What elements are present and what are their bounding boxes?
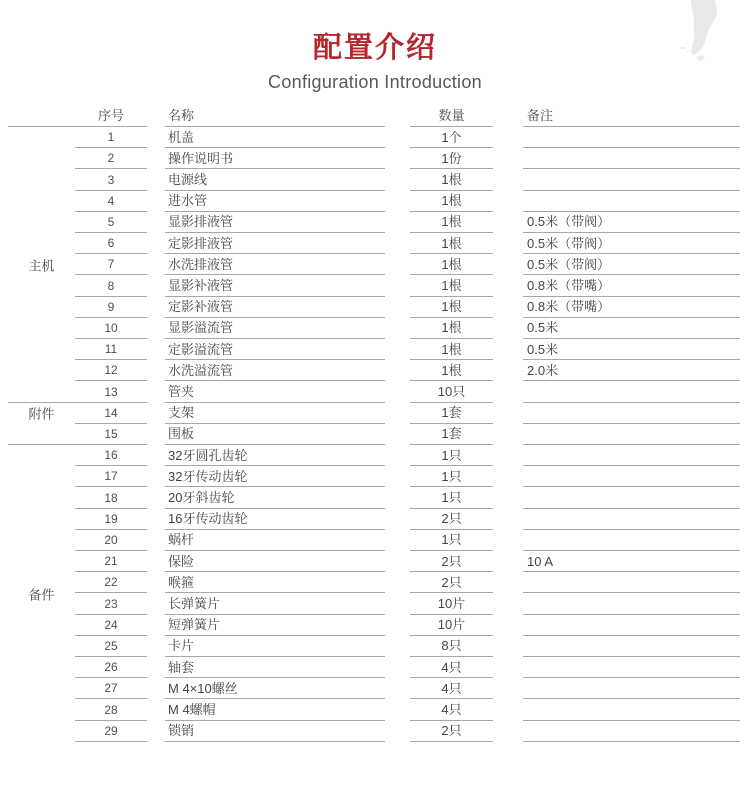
item-qty: 1根: [410, 254, 493, 275]
row-index: 11: [75, 339, 147, 360]
group-cell: [8, 275, 75, 296]
item-remark: [523, 191, 740, 212]
column-gap: [147, 424, 165, 445]
group-cell: [8, 360, 75, 381]
column-gap: [147, 275, 165, 296]
item-remark: [523, 487, 740, 508]
item-name: 卡片: [165, 636, 385, 657]
row-index: 20: [75, 530, 147, 551]
column-gap: [493, 254, 523, 275]
group-cell: [8, 699, 75, 720]
item-remark: [523, 148, 740, 169]
column-gap: [147, 572, 165, 593]
column-gap: [493, 105, 523, 127]
item-remark: [523, 169, 740, 190]
column-gap: [493, 360, 523, 381]
group-cell: [8, 509, 75, 530]
column-gap: [385, 487, 410, 508]
column-gap: [385, 105, 410, 127]
item-qty: 4只: [410, 678, 493, 699]
table-row: [8, 254, 740, 275]
row-index: 13: [75, 381, 147, 402]
item-remark: 0.5米: [523, 318, 740, 339]
column-gap: [493, 297, 523, 318]
row-index: 7: [75, 254, 147, 275]
item-qty: 1套: [410, 403, 493, 424]
column-gap: [385, 572, 410, 593]
item-qty: 1根: [410, 275, 493, 296]
group-cell: [8, 191, 75, 212]
item-remark: [523, 424, 740, 445]
table-row: [8, 466, 740, 487]
item-qty: 4只: [410, 699, 493, 720]
table-row: [8, 530, 740, 551]
column-gap: [493, 466, 523, 487]
item-qty: 8只: [410, 636, 493, 657]
item-remark: [523, 593, 740, 614]
item-qty: 1根: [410, 339, 493, 360]
column-gap: [147, 254, 165, 275]
column-gap: [385, 275, 410, 296]
table-row: [8, 403, 740, 424]
group-cell: [8, 445, 75, 466]
item-name: 定影溢流管: [165, 339, 385, 360]
column-gap: [493, 509, 523, 530]
table-row: [8, 509, 740, 530]
item-name: 支架: [165, 403, 385, 424]
column-gap: [147, 339, 165, 360]
item-qty: 1根: [410, 233, 493, 254]
item-qty: 2只: [410, 551, 493, 572]
column-gap: [385, 297, 410, 318]
row-index: 2: [75, 148, 147, 169]
title-block: [0, 0, 750, 91]
item-name: 水洗排液管: [165, 254, 385, 275]
item-name: 32牙传动齿轮: [165, 466, 385, 487]
group-label-1: 主机: [28, 258, 55, 274]
column-gap: [147, 297, 165, 318]
item-qty: 10只: [410, 381, 493, 402]
row-index: 29: [75, 721, 147, 742]
row-index: 17: [75, 466, 147, 487]
column-gap: [385, 127, 410, 148]
item-remark: 0.5米（带阀）: [523, 254, 740, 275]
group-cell: [8, 615, 75, 636]
group-column-header-spacer: [8, 105, 75, 127]
column-gap: [385, 403, 410, 424]
group-cell: [8, 127, 75, 148]
column-gap: [385, 445, 410, 466]
item-remark: [523, 721, 740, 742]
item-remark: 2.0米: [523, 360, 740, 381]
column-gap: [493, 530, 523, 551]
item-name: 轴套: [165, 657, 385, 678]
item-remark: 0.8米（带嘴）: [523, 297, 740, 318]
item-qty: 1根: [410, 360, 493, 381]
item-name: M 4×10螺丝: [165, 678, 385, 699]
column-gap: [493, 615, 523, 636]
column-gap: [385, 424, 410, 445]
row-index: 12: [75, 360, 147, 381]
item-remark: 0.8米（带嘴）: [523, 275, 740, 296]
item-remark: 0.5米（带阀）: [523, 212, 740, 233]
item-qty: 1只: [410, 487, 493, 508]
column-gap: [493, 127, 523, 148]
group-cell: [8, 339, 75, 360]
column-gap: [147, 445, 165, 466]
item-remark: [523, 509, 740, 530]
item-remark: [523, 403, 740, 424]
column-gap: [147, 530, 165, 551]
column-gap: [493, 445, 523, 466]
item-qty: 1根: [410, 169, 493, 190]
item-name: 显影排液管: [165, 212, 385, 233]
item-name: 显影补液管: [165, 275, 385, 296]
item-name: 蜗杆: [165, 530, 385, 551]
group-cell: [8, 657, 75, 678]
column-gap: [147, 699, 165, 720]
item-name: 20牙斜齿轮: [165, 487, 385, 508]
group-cell: [8, 530, 75, 551]
item-name: 电源线: [165, 169, 385, 190]
item-remark: [523, 381, 740, 402]
item-name: 机盖: [165, 127, 385, 148]
table-row: [8, 678, 740, 699]
column-gap: [147, 381, 165, 402]
table-row: [8, 212, 740, 233]
col-header-name: 名称: [165, 105, 385, 127]
column-gap: [147, 615, 165, 636]
table-header-row: [8, 105, 740, 127]
column-gap: [385, 615, 410, 636]
item-name: 进水管: [165, 191, 385, 212]
column-gap: [493, 148, 523, 169]
column-gap: [493, 381, 523, 402]
column-gap: [385, 657, 410, 678]
table-row: [8, 424, 740, 445]
group-cell: [8, 148, 75, 169]
item-name: M 4螺帽: [165, 699, 385, 720]
column-gap: [147, 509, 165, 530]
table-row: [8, 381, 740, 402]
column-gap: [147, 127, 165, 148]
column-gap: [147, 169, 165, 190]
item-remark: [523, 657, 740, 678]
table-row: [8, 445, 740, 466]
row-index: 23: [75, 593, 147, 614]
page-subtitle: Configuration Introduction: [268, 72, 482, 92]
table-row: [8, 275, 740, 296]
item-name: 定影排液管: [165, 233, 385, 254]
column-gap: [493, 169, 523, 190]
item-name: 16牙传动齿轮: [165, 509, 385, 530]
group-cell: [8, 233, 75, 254]
item-qty: 1根: [410, 212, 493, 233]
row-index: 8: [75, 275, 147, 296]
column-gap: [493, 678, 523, 699]
table-row: [8, 148, 740, 169]
row-index: 26: [75, 657, 147, 678]
table-row: [8, 127, 740, 148]
table-row: [8, 191, 740, 212]
group-label-2: 附件: [28, 406, 55, 422]
row-index: 22: [75, 572, 147, 593]
column-gap: [147, 487, 165, 508]
col-header-index: 序号: [75, 105, 147, 127]
item-qty: 4只: [410, 657, 493, 678]
item-remark: [523, 678, 740, 699]
column-gap: [385, 699, 410, 720]
column-gap: [385, 191, 410, 212]
column-gap: [385, 212, 410, 233]
column-gap: [493, 233, 523, 254]
group-cell: [8, 636, 75, 657]
column-gap: [385, 509, 410, 530]
column-gap: [147, 212, 165, 233]
item-qty: 1只: [410, 530, 493, 551]
column-gap: [385, 721, 410, 742]
table-row: [8, 487, 740, 508]
item-remark: 0.5米（带阀）: [523, 233, 740, 254]
item-name: 定影补液管: [165, 297, 385, 318]
column-gap: [147, 360, 165, 381]
table-row: [8, 551, 740, 572]
column-gap: [147, 403, 165, 424]
column-gap: [493, 275, 523, 296]
column-gap: [385, 466, 410, 487]
column-gap: [147, 678, 165, 699]
row-index: 27: [75, 678, 147, 699]
column-gap: [147, 593, 165, 614]
table-body: [8, 127, 740, 742]
column-gap: [147, 191, 165, 212]
column-gap: [493, 212, 523, 233]
item-remark: 0.5米: [523, 339, 740, 360]
item-remark: [523, 466, 740, 487]
column-gap: [385, 254, 410, 275]
group-cell: [8, 318, 75, 339]
col-header-qty: 数量: [410, 105, 493, 127]
table-row: [8, 297, 740, 318]
item-qty: 1份: [410, 148, 493, 169]
column-gap: [385, 339, 410, 360]
item-remark: [523, 530, 740, 551]
row-index: 1: [75, 127, 147, 148]
item-name: 管夹: [165, 381, 385, 402]
column-gap: [385, 636, 410, 657]
item-name: 操作说明书: [165, 148, 385, 169]
group-cell: [8, 551, 75, 572]
item-qty: 10片: [410, 615, 493, 636]
item-remark: [523, 615, 740, 636]
row-index: 4: [75, 191, 147, 212]
item-qty: 1只: [410, 466, 493, 487]
item-qty: 2只: [410, 509, 493, 530]
col-header-remark: 备注: [523, 105, 740, 127]
group-cell: [8, 678, 75, 699]
column-gap: [385, 551, 410, 572]
column-gap: [147, 657, 165, 678]
row-index: 18: [75, 487, 147, 508]
item-name: 围板: [165, 424, 385, 445]
item-qty: 2只: [410, 721, 493, 742]
item-qty: 2只: [410, 572, 493, 593]
table-row: [8, 572, 740, 593]
group-cell: [8, 466, 75, 487]
table-row: [8, 233, 740, 254]
table-row: [8, 360, 740, 381]
table-row: [8, 169, 740, 190]
item-remark: 10 A: [523, 551, 740, 572]
item-qty: 1根: [410, 191, 493, 212]
column-gap: [385, 233, 410, 254]
item-remark: [523, 636, 740, 657]
column-gap: [493, 593, 523, 614]
column-gap: [493, 424, 523, 445]
item-qty: 1根: [410, 318, 493, 339]
page-title: 配置介绍: [312, 32, 437, 64]
column-gap: [493, 487, 523, 508]
row-index: 9: [75, 297, 147, 318]
configuration-table: [8, 105, 740, 742]
item-name: 保险: [165, 551, 385, 572]
group-cell: [8, 212, 75, 233]
column-gap: [493, 551, 523, 572]
table-row: [8, 721, 740, 742]
column-gap: [493, 699, 523, 720]
column-gap: [493, 721, 523, 742]
column-gap: [493, 318, 523, 339]
column-gap: [147, 318, 165, 339]
item-remark: [523, 572, 740, 593]
column-gap: [385, 530, 410, 551]
item-remark: [523, 445, 740, 466]
column-gap: [493, 636, 523, 657]
row-index: 25: [75, 636, 147, 657]
group-cell: [8, 424, 75, 445]
table-row: [8, 339, 740, 360]
item-name: 32牙圆孔齿轮: [165, 445, 385, 466]
column-gap: [385, 360, 410, 381]
row-index: 24: [75, 615, 147, 636]
column-gap: [385, 148, 410, 169]
row-index: 21: [75, 551, 147, 572]
table-row: [8, 615, 740, 636]
column-gap: [385, 678, 410, 699]
item-name: 长弹簧片: [165, 593, 385, 614]
item-name: 显影溢流管: [165, 318, 385, 339]
item-qty: 1个: [410, 127, 493, 148]
item-name: 水洗溢流管: [165, 360, 385, 381]
group-cell: [8, 297, 75, 318]
table-row: [8, 699, 740, 720]
item-qty: 1只: [410, 445, 493, 466]
column-gap: [147, 636, 165, 657]
item-qty: 10片: [410, 593, 493, 614]
column-gap: [147, 105, 165, 127]
column-gap: [493, 403, 523, 424]
row-index: 14: [75, 403, 147, 424]
item-qty: 1根: [410, 297, 493, 318]
row-index: 15: [75, 424, 147, 445]
row-index: 6: [75, 233, 147, 254]
item-name: 喉箍: [165, 572, 385, 593]
group-label-3: 备件: [28, 587, 55, 603]
group-cell: [8, 169, 75, 190]
column-gap: [147, 233, 165, 254]
group-cell: [8, 381, 75, 402]
row-index: 28: [75, 699, 147, 720]
table-row: [8, 636, 740, 657]
column-gap: [147, 148, 165, 169]
row-index: 3: [75, 169, 147, 190]
column-gap: [385, 318, 410, 339]
column-gap: [493, 339, 523, 360]
row-index: 5: [75, 212, 147, 233]
item-name: 锁销: [165, 721, 385, 742]
table-row: [8, 593, 740, 614]
column-gap: [147, 551, 165, 572]
group-cell: [8, 721, 75, 742]
column-gap: [493, 657, 523, 678]
group-cell: [8, 487, 75, 508]
column-gap: [385, 593, 410, 614]
row-index: 16: [75, 445, 147, 466]
item-qty: 1套: [410, 424, 493, 445]
column-gap: [147, 721, 165, 742]
item-name: 短弹簧片: [165, 615, 385, 636]
item-remark: [523, 127, 740, 148]
column-gap: [493, 572, 523, 593]
row-index: 19: [75, 509, 147, 530]
table-row: [8, 318, 740, 339]
column-gap: [147, 466, 165, 487]
column-gap: [493, 191, 523, 212]
table-row: [8, 657, 740, 678]
row-index: 10: [75, 318, 147, 339]
column-gap: [385, 169, 410, 190]
item-remark: [523, 699, 740, 720]
column-gap: [385, 381, 410, 402]
